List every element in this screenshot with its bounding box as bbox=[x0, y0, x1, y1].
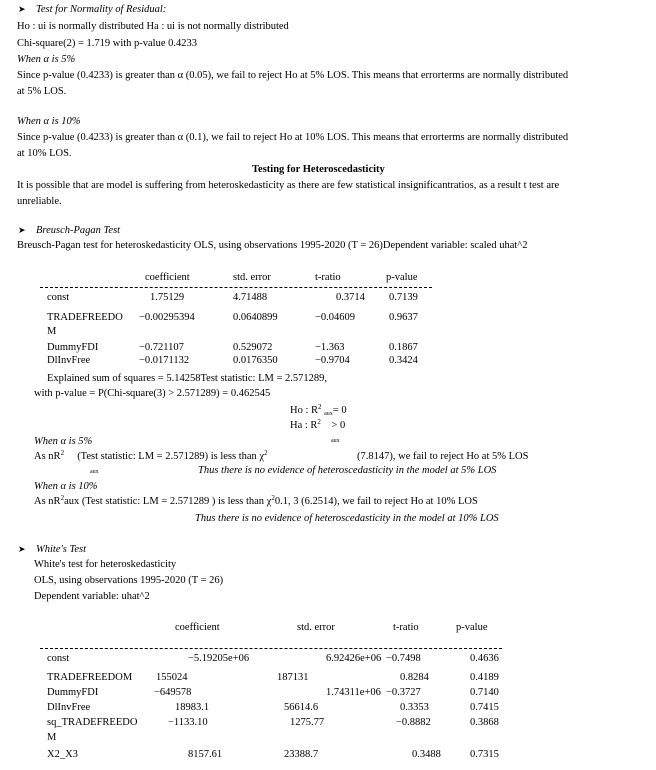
bp-row-t: 0.3714 bbox=[336, 292, 365, 303]
bp-conclusion-10: Thus there is no evidence of heteroscedasticity in the model at 10% LOS bbox=[195, 513, 499, 524]
white-row-name: TRADEFREEDOM bbox=[47, 672, 133, 683]
white-row-p: 0.7415 bbox=[470, 702, 499, 713]
white-desc-3: Dependent variable: uhat^2 bbox=[34, 591, 150, 602]
white-row-p: 0.4189 bbox=[470, 672, 499, 683]
bp-case-10: When α is 10% bbox=[34, 481, 98, 492]
bp-row-name: const bbox=[47, 292, 70, 303]
white-row-se: 187131 bbox=[277, 672, 309, 683]
white-row-name: M bbox=[47, 732, 57, 743]
white-row-name: DummyFDI bbox=[47, 687, 99, 698]
bp-aux-label: aux bbox=[90, 469, 99, 475]
white-row-se: 1.74311e+06 bbox=[326, 687, 381, 698]
bp-header-std-error: std. error bbox=[233, 272, 271, 283]
white-row-coef: 8157.61 bbox=[188, 749, 223, 760]
bp-alt-hypothesis: Ha : $R^2$ > 0 bbox=[290, 418, 346, 431]
white-row-p: 0.7315 bbox=[470, 749, 499, 760]
white-header-p-value: p-value bbox=[456, 622, 488, 633]
bullet-arrow-icon: ➤ bbox=[18, 4, 26, 14]
bp-explained-ss: Explained sum of squares = 5.14258Test statistic: LM = 2.571289, bbox=[47, 373, 327, 384]
bp-row-se: 4.71488 bbox=[233, 292, 268, 303]
bp-p-value-line: with p-value = P(Chi-square(3) > 2.571289) = 0.462545 bbox=[34, 388, 271, 399]
bp-row-name: DummyFDI bbox=[47, 342, 99, 353]
white-row-coef: −649578 bbox=[154, 687, 192, 698]
bp-nr-10: As $nR^2aux$ (Test statistic: LM = 2.571289 ) is less than $\chi^20.1$, 3 (6.2514), we fail to reject Ho at 10% LOS bbox=[34, 494, 478, 507]
white-row-coef: −1133.10 bbox=[168, 717, 208, 728]
bp-row-se: 0.529072 bbox=[233, 342, 273, 353]
bp-nr-5-tail: (7.8147), we fail to reject Ho at 5% LOS bbox=[357, 451, 529, 462]
bp-conclusion-5: Thus there is no evidence of heteroscedasticity in the model at 5% LOS bbox=[198, 465, 497, 476]
bullet-arrow-icon: ➤ bbox=[18, 544, 26, 554]
bp-row-t: −0.9704 bbox=[315, 355, 350, 366]
white-row-p: 0.3868 bbox=[470, 717, 499, 728]
normality-text-5b: at 5% LOS. bbox=[17, 86, 67, 97]
normality-hypotheses: Ho : ui is normally distributed Ha : ui is not normally distributed bbox=[17, 21, 289, 32]
bp-row-se: 0.0640899 bbox=[233, 312, 278, 323]
bp-row-t: −1.363 bbox=[315, 342, 345, 353]
bp-row-p: 0.9637 bbox=[389, 312, 418, 323]
white-heading: White's Test bbox=[36, 544, 86, 555]
white-row-p: 0.4636 bbox=[470, 653, 499, 664]
white-row-t: −0.3727 bbox=[386, 687, 421, 698]
bp-row-coef: −0.721107 bbox=[139, 342, 184, 353]
bp-row-coef: −0.0171132 bbox=[139, 355, 190, 366]
bp-header-t-ratio: t-ratio bbox=[315, 272, 341, 283]
white-desc-1: White's test for heteroskedasticity bbox=[34, 559, 177, 570]
bp-nr-5: As $nR^2$ (Test statistic: LM = 2.571289) is less than $\chi^2$ bbox=[34, 449, 268, 462]
bp-row-se: 0.0176350 bbox=[233, 355, 278, 366]
white-row-coef: −5.19205e+06 bbox=[188, 653, 250, 664]
normality-text-10a: Since p-value (0.4233) is greater than α (0.1), we fail to reject Ho at 10% LOS. This means that errorterms are normally distributed bbox=[17, 132, 569, 143]
bp-header-coefficient: coefficient bbox=[145, 272, 190, 283]
white-row-t: −0.8882 bbox=[396, 717, 431, 728]
white-row-se: 1275.77 bbox=[290, 717, 325, 728]
white-row-se: 23388.7 bbox=[284, 749, 319, 760]
white-row-name: DlInvFree bbox=[47, 702, 91, 713]
bp-row-p: 0.7139 bbox=[389, 292, 418, 303]
white-header-coefficient: coefficient bbox=[175, 622, 220, 633]
white-header-t-ratio: t-ratio bbox=[393, 622, 419, 633]
normality-text-5a: Since p-value (0.4233) is greater than α (0.05), we fail to reject Ho at 5% LOS. This means that errorterms are normally distributed bbox=[17, 70, 569, 81]
white-header-std-error: std. error bbox=[297, 622, 335, 633]
bp-case-5: When α is 5% bbox=[34, 436, 93, 447]
white-row-se: 56614.6 bbox=[284, 702, 319, 713]
white-table-divider bbox=[40, 648, 502, 649]
hetero-title: Testing for Heteroscedasticity bbox=[252, 164, 385, 175]
bp-row-coef: −0.00295394 bbox=[139, 312, 195, 323]
normality-text-10b: at 10% LOS. bbox=[17, 148, 72, 159]
bp-row-p: 0.1867 bbox=[389, 342, 418, 353]
white-desc-2: OLS, using observations 1995-2020 (T = 26) bbox=[34, 575, 224, 586]
white-row-t: 0.3488 bbox=[412, 749, 441, 760]
white-row-name: X2_X3 bbox=[47, 749, 78, 760]
bp-aux-label: aux bbox=[331, 438, 340, 444]
bp-heading: Breusch-Pagan Test bbox=[36, 225, 121, 236]
bp-description: Breusch-Pagan test for heteroskedasticity OLS, using observations 1995-2020 (T = 26)Dependent variable: scaled uhat^2 bbox=[17, 240, 528, 251]
white-row-t: −0.7498 bbox=[386, 653, 421, 664]
hetero-intro-a: It is possible that are model is suffering from heteroskedasticity as there are few statistical insignificantratios, as a result t test are bbox=[17, 180, 560, 191]
bp-header-p-value: p-value bbox=[386, 272, 418, 283]
white-row-name: const bbox=[47, 653, 70, 664]
white-row-p: 0.7140 bbox=[470, 687, 499, 698]
bp-table-divider bbox=[40, 287, 432, 288]
bp-row-name: DlInvFree bbox=[47, 355, 91, 366]
white-row-t: 0.3353 bbox=[400, 702, 429, 713]
bp-row-name: M bbox=[47, 326, 57, 337]
white-row-coef: 155024 bbox=[156, 672, 188, 683]
bp-row-coef: 1.75129 bbox=[150, 292, 185, 303]
normality-case-10: When α is 10% bbox=[17, 116, 81, 127]
hetero-intro-b: unreliable. bbox=[17, 196, 62, 207]
bp-null-hypothesis: Ho : $R^2$ aux= 0 bbox=[290, 403, 347, 417]
bp-row-p: 0.3424 bbox=[389, 355, 418, 366]
white-row-se: 6.92426e+06 bbox=[326, 653, 382, 664]
normality-case-5: When α is 5% bbox=[17, 54, 76, 65]
bullet-arrow-icon: ➤ bbox=[18, 225, 26, 235]
bp-row-name: TRADEFREEDO bbox=[47, 312, 123, 323]
white-row-name: sq_TRADEFREEDO bbox=[47, 717, 138, 728]
normality-chi-square: Chi-square(2) = 1.719 with p-value 0.4233 bbox=[17, 38, 198, 49]
white-row-coef: 18983.1 bbox=[175, 702, 210, 713]
normality-heading: Test for Normality of Residual: bbox=[36, 4, 167, 15]
bp-row-t: −0.04609 bbox=[315, 312, 356, 323]
white-row-t: 0.8284 bbox=[400, 672, 429, 683]
